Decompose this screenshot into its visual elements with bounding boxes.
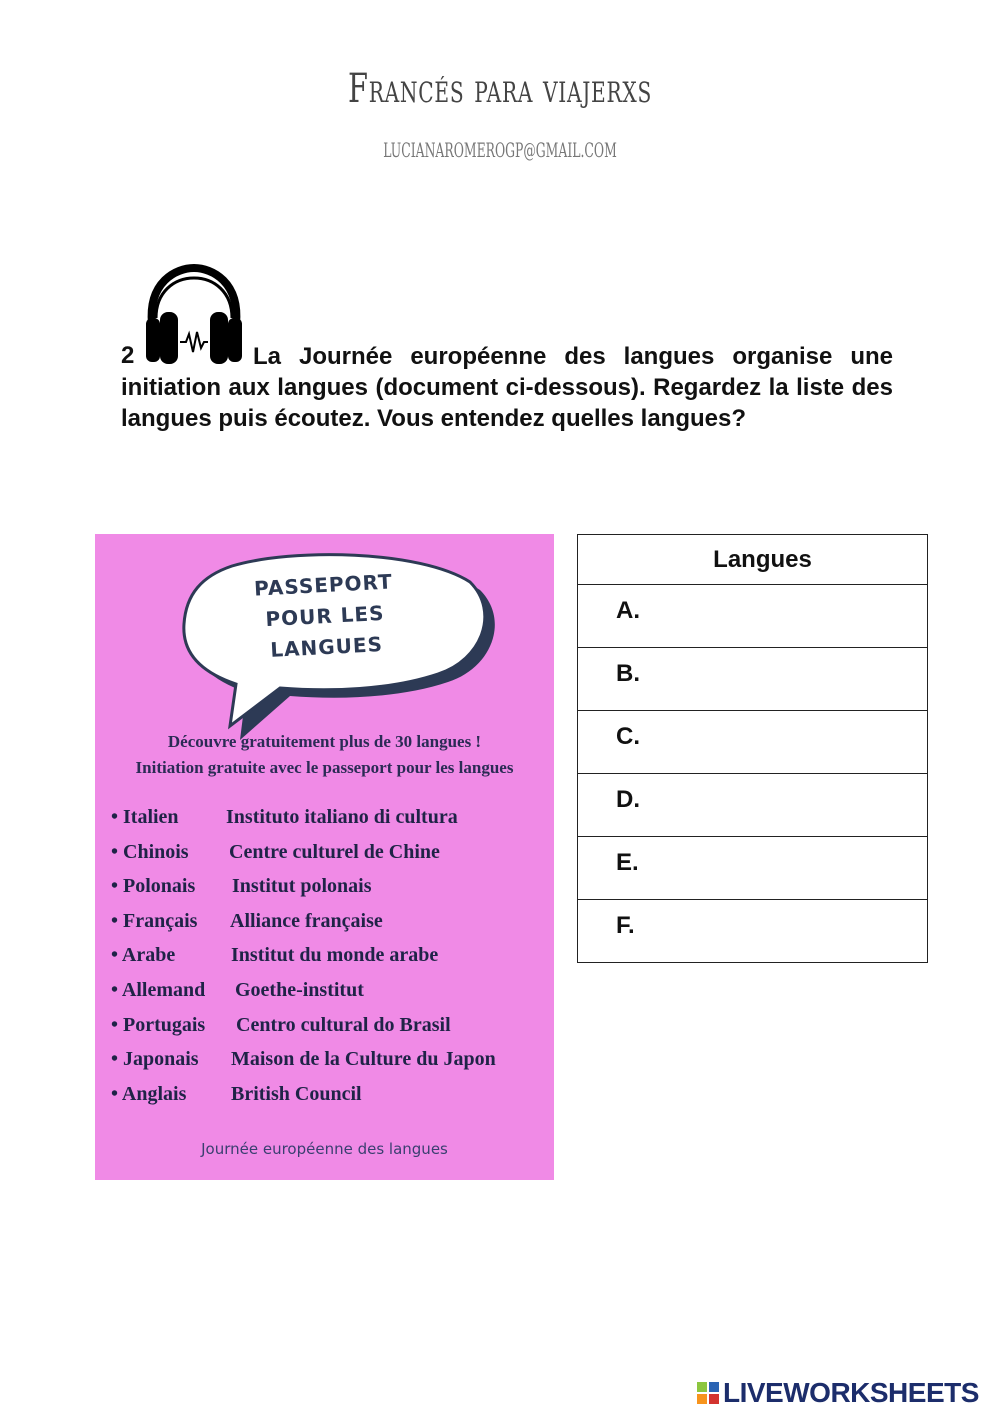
language-name: • Arabe (111, 944, 176, 967)
language-row (111, 1014, 554, 1049)
promo-line: Initiation gratuite avec le passeport pour les langues (135, 758, 514, 777)
language-institute: Maison de la Culture du Japon (231, 1048, 496, 1071)
bubble-line: PASSEPORT (253, 569, 394, 601)
language-row (111, 910, 554, 945)
answer-cell[interactable]: C. (578, 711, 928, 774)
answer-cell[interactable]: F. (578, 900, 928, 963)
language-poster (95, 534, 554, 1180)
answer-table (577, 534, 928, 963)
language-row (111, 875, 554, 910)
answer-table-header: Langues (578, 535, 928, 585)
language-institute: Goethe-institut (235, 978, 364, 1001)
liveworksheets-logo[interactable] (697, 1378, 979, 1408)
language-row (111, 806, 554, 841)
language-row (111, 979, 554, 1014)
language-institute: Institut polonais (232, 875, 372, 898)
language-institute: Instituto italiano di cultura (226, 806, 458, 828)
answer-cell[interactable]: E. (578, 837, 928, 900)
language-name: • Chinois (111, 840, 189, 863)
exercise-instructions: La Journée européenne des langues organise une initiation aux langues (document ci-dessous). Regardez la liste des langues puis écoutez. Vous entendez quelles langues? (121, 343, 893, 432)
language-name: • Français (111, 909, 198, 932)
language-institute: Centre culturel de Chine (229, 840, 440, 863)
bubble-line: LANGUES (269, 632, 384, 662)
promo-line: Découvre gratuitement plus de 30 langues ! (167, 732, 482, 751)
worksheet-title: Francés para viajerxs (348, 66, 652, 112)
answer-cell[interactable]: A. (578, 585, 928, 648)
language-institute: Alliance française (230, 909, 383, 932)
language-row (111, 1083, 554, 1118)
bubble-text (233, 565, 418, 667)
bubble-line: POUR LES (264, 600, 386, 632)
exercise-number: 2 (121, 342, 135, 369)
liveworksheets-mark-icon (697, 1382, 719, 1404)
author-email: LUCIANAROMEROGP@GMAIL.COM (383, 138, 617, 162)
language-name: • Portugais (111, 1013, 206, 1036)
language-row (111, 841, 554, 876)
language-name: • Anglais (111, 1082, 187, 1105)
language-name: • Allemand (111, 978, 206, 1001)
poster-footer: Journée européenne des langues (201, 1140, 448, 1158)
liveworksheets-wordmark: LIVEWORKSHEETS (723, 1377, 979, 1408)
language-name: • Polonais (111, 875, 196, 898)
language-list (111, 806, 554, 1117)
language-name: • Japonais (111, 1048, 199, 1071)
language-name: • Italien (111, 806, 179, 828)
language-institute: British Council (231, 1082, 362, 1105)
answer-cell[interactable]: B. (578, 648, 928, 711)
language-row (111, 944, 554, 979)
language-institute: Centro cultural do Brasil (236, 1013, 451, 1036)
language-row (111, 1048, 554, 1083)
language-institute: Institut du monde arabe (231, 944, 439, 967)
answer-cell[interactable]: D. (578, 774, 928, 837)
